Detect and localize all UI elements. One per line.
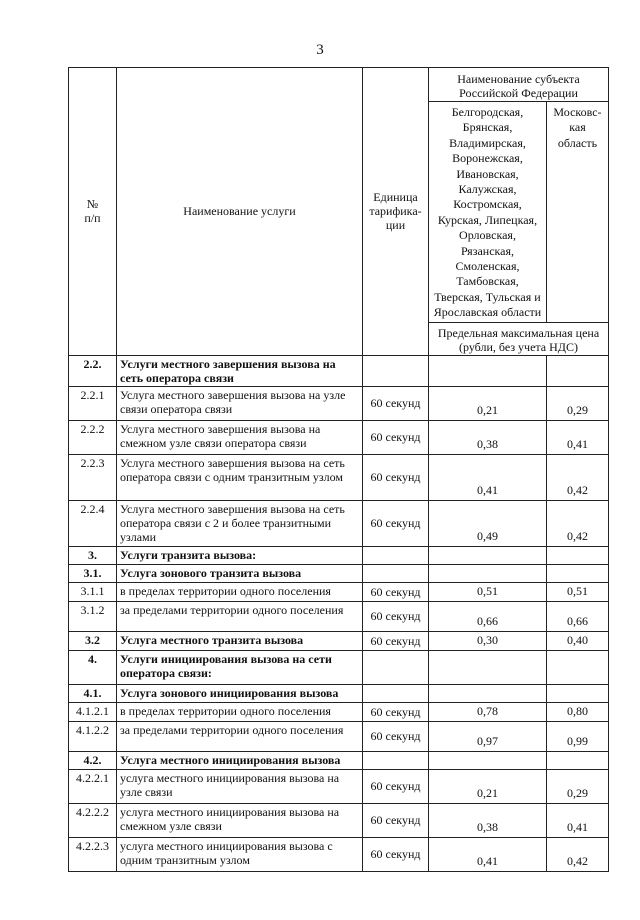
row-unit: 60 секунд <box>363 837 429 871</box>
row-price-regions <box>429 564 547 582</box>
header-price-note: Предельная максимальная цена (рубли, без учета НДС) <box>429 322 609 355</box>
row-service-name: Услуги транзита вызова: <box>117 546 363 564</box>
row-unit <box>363 546 429 564</box>
row-price-regions: 0,30 <box>429 631 547 650</box>
row-price-moscow: 0,29 <box>547 769 609 803</box>
table-row <box>69 684 609 702</box>
row-unit: 60 секунд <box>363 631 429 650</box>
tariff-table <box>68 67 609 872</box>
row-price-regions <box>429 650 547 684</box>
table-row <box>69 355 609 386</box>
row-number: 3.1.1 <box>69 582 117 601</box>
row-service-name: услуга местного инициирования вызова на смежном узле связи <box>117 803 363 837</box>
row-number: 3. <box>69 546 117 564</box>
row-unit <box>363 684 429 702</box>
row-unit: 60 секунд <box>363 702 429 721</box>
row-price-moscow: 0,41 <box>547 803 609 837</box>
row-price-moscow: 0,42 <box>547 500 609 546</box>
row-unit: 60 секунд <box>363 721 429 751</box>
row-number: 4.2.2.1 <box>69 769 117 803</box>
row-price-moscow: 0,29 <box>547 386 609 420</box>
row-price-regions <box>429 751 547 769</box>
header-row-1 <box>69 68 609 102</box>
row-price-regions: 0,51 <box>429 582 547 601</box>
row-price-moscow <box>547 355 609 386</box>
table-row <box>69 751 609 769</box>
header-region-group: Белгородская, Брянская, Владимирская, Воронежская, Ивановская, Калужская, Костромская, Курская, Липецкая, Орловская, Рязанская, Смоленская, Тамбовская, Тверская, Тульская и Ярославская области <box>429 102 547 323</box>
table-row <box>69 386 609 420</box>
table-row <box>69 601 609 631</box>
row-price-regions <box>429 355 547 386</box>
row-price-regions: 0,38 <box>429 803 547 837</box>
table-row <box>69 769 609 803</box>
row-price-moscow <box>547 564 609 582</box>
row-number: 2.2.1 <box>69 386 117 420</box>
row-price-moscow <box>547 684 609 702</box>
row-price-regions <box>429 546 547 564</box>
row-service-name: за пределами территории одного поселения <box>117 721 363 751</box>
table-row <box>69 803 609 837</box>
row-service-name: Услуги инициирования вызова на сети оператора связи: <box>117 650 363 684</box>
table-row <box>69 631 609 650</box>
row-number: 2.2. <box>69 355 117 386</box>
row-number: 4.2.2.2 <box>69 803 117 837</box>
row-number: 2.2.3 <box>69 454 117 500</box>
row-price-moscow: 0,66 <box>547 601 609 631</box>
row-number: 3.1. <box>69 564 117 582</box>
row-service-name: Услуга местного завершения вызова на узле связи оператора связи <box>117 386 363 420</box>
header-moscow: Московс-кая область <box>547 102 609 323</box>
row-service-name: Услуга местного транзита вызова <box>117 631 363 650</box>
table-row <box>69 564 609 582</box>
row-number: 3.2 <box>69 631 117 650</box>
row-number: 4. <box>69 650 117 684</box>
table-row <box>69 420 609 454</box>
table-row <box>69 500 609 546</box>
header-service: Наименование услуги <box>117 68 363 356</box>
row-price-regions: 0,41 <box>429 454 547 500</box>
row-unit: 60 секунд <box>363 803 429 837</box>
row-price-moscow: 0,80 <box>547 702 609 721</box>
row-service-name: в пределах территории одного поселения <box>117 582 363 601</box>
row-price-regions: 0,41 <box>429 837 547 871</box>
row-unit <box>363 564 429 582</box>
row-price-moscow: 0,51 <box>547 582 609 601</box>
header-subject: Наименование субъекта Российской Федерации <box>429 68 609 102</box>
header-unit: Единица тарифика-ции <box>363 68 429 356</box>
row-number: 4.1.2.2 <box>69 721 117 751</box>
row-service-name: Услуга местного завершения вызова на сеть оператора связи с 2 и более транзитными узлами <box>117 500 363 546</box>
row-service-name: Услуга местного завершения вызова на сеть оператора связи с одним транзитным узлом <box>117 454 363 500</box>
row-service-name: Услуга местного завершения вызова на смежном узле связи оператора связи <box>117 420 363 454</box>
table-row <box>69 721 609 751</box>
header-num: № п/п <box>69 68 117 356</box>
row-number: 4.2.2.3 <box>69 837 117 871</box>
row-unit: 60 секунд <box>363 769 429 803</box>
row-service-name: услуга местного инициирования вызова на узле связи <box>117 769 363 803</box>
row-number: 4.2. <box>69 751 117 769</box>
table-row <box>69 702 609 721</box>
row-price-regions: 0,49 <box>429 500 547 546</box>
row-price-moscow <box>547 546 609 564</box>
row-unit: 60 секунд <box>363 601 429 631</box>
row-service-name: Услуга местного инициирования вызова <box>117 751 363 769</box>
row-service-name: Услуга зонового инициирования вызова <box>117 684 363 702</box>
row-price-regions <box>429 684 547 702</box>
row-unit: 60 секунд <box>363 582 429 601</box>
row-price-regions: 0,21 <box>429 386 547 420</box>
row-number: 3.1.2 <box>69 601 117 631</box>
row-price-moscow: 0,41 <box>547 420 609 454</box>
row-price-moscow <box>547 650 609 684</box>
row-price-moscow: 0,99 <box>547 721 609 751</box>
row-price-regions: 0,78 <box>429 702 547 721</box>
row-unit: 60 секунд <box>363 420 429 454</box>
row-unit <box>363 355 429 386</box>
row-number: 2.2.4 <box>69 500 117 546</box>
row-price-moscow: 0,42 <box>547 837 609 871</box>
row-unit <box>363 650 429 684</box>
table-row <box>69 837 609 871</box>
row-service-name: услуга местного инициирования вызова с одним транзитным узлом <box>117 837 363 871</box>
table-row <box>69 582 609 601</box>
row-price-moscow <box>547 751 609 769</box>
row-service-name: за пределами территории одного поселения <box>117 601 363 631</box>
row-price-regions: 0,21 <box>429 769 547 803</box>
row-service-name: в пределах территории одного поселения <box>117 702 363 721</box>
row-unit: 60 секунд <box>363 386 429 420</box>
row-price-regions: 0,38 <box>429 420 547 454</box>
row-unit: 60 секунд <box>363 500 429 546</box>
row-number: 4.1.2.1 <box>69 702 117 721</box>
row-unit <box>363 751 429 769</box>
row-service-name: Услуга зонового транзита вызова <box>117 564 363 582</box>
row-price-moscow: 0,40 <box>547 631 609 650</box>
table-row <box>69 546 609 564</box>
table-row <box>69 650 609 684</box>
table-row <box>69 454 609 500</box>
row-number: 4.1. <box>69 684 117 702</box>
row-price-regions: 0,66 <box>429 601 547 631</box>
row-price-regions: 0,97 <box>429 721 547 751</box>
row-unit: 60 секунд <box>363 454 429 500</box>
page-number: 3 <box>316 42 324 58</box>
row-price-moscow: 0,42 <box>547 454 609 500</box>
row-number: 2.2.2 <box>69 420 117 454</box>
row-service-name: Услуги местного завершения вызова на сеть оператора связи <box>117 355 363 386</box>
